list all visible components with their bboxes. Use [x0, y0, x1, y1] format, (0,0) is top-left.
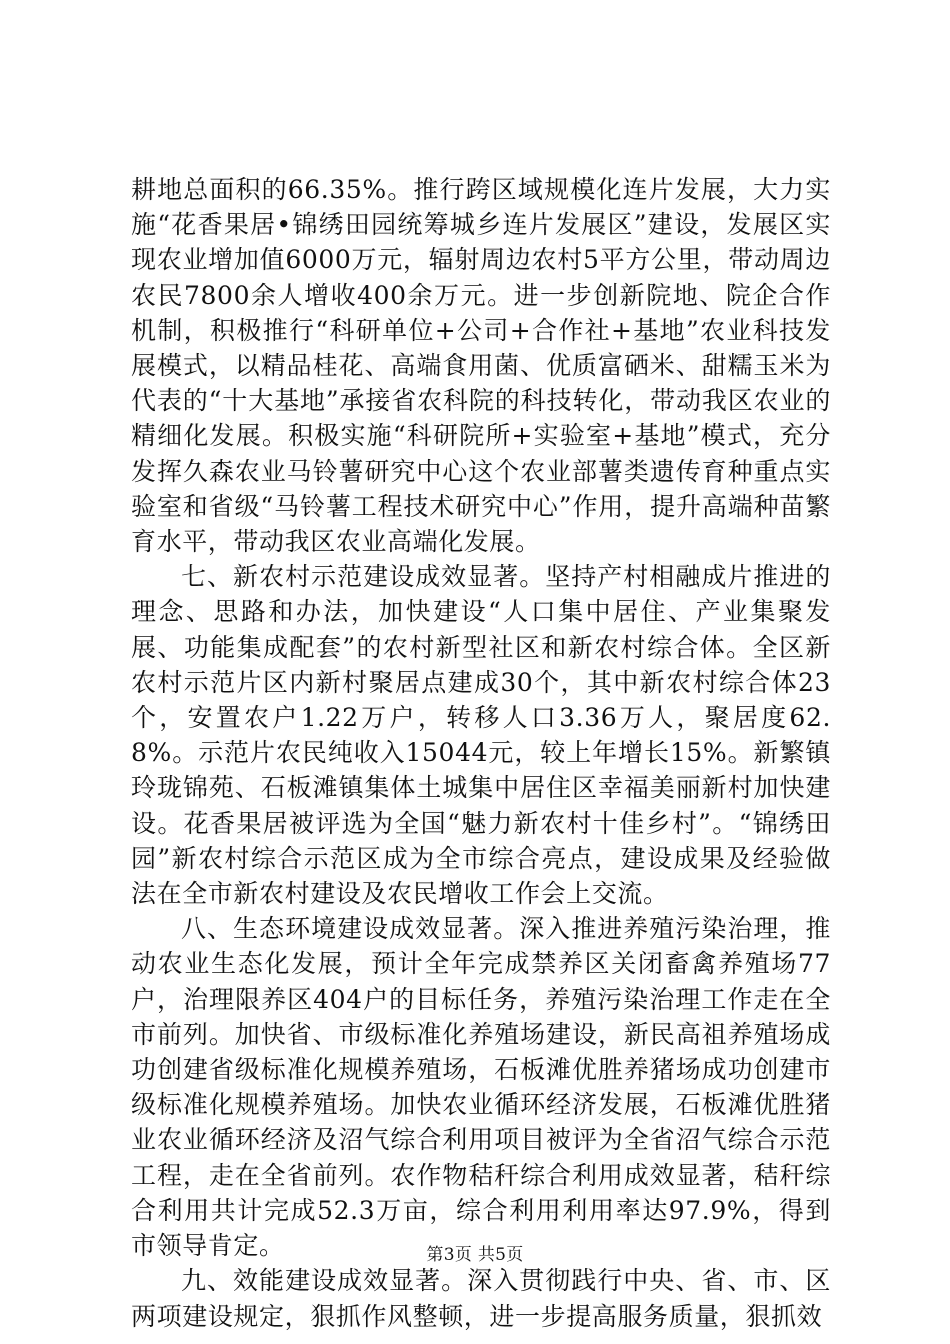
paragraph-continuation: 耕地总面积的66.35%。推行跨区域规模化连片发展，大力实施“花香果居•锦绣田园统筹城乡连片发展区”建设，发展区实现农业增加值6000万元，辐射周边农村5平方公里，带动周边农民7800余人增收400余万元。进一步创新院地、院企合作机制，积极推行“科研单位+公司+合作社+基地”农业科技发展模式，以精品桂花、高端食用菌、优质富硒米、甜糯玉米为代表的“十大基地”承接省农科院的科技转化，带动我区农业的精细化发展。积极实施“科研院所+实验室+基地”模式，充分发挥久森农业马铃薯研究中心这个农业部薯类遗传育种重点实验室和省级“马铃薯工程技术研究中心”作用，提升高端种苗繁育水平，带动我区农业高端化发展。 — [131, 175, 831, 557]
document-body — [131, 172, 831, 1334]
page-number-footer: 第3页 共5页 — [426, 1245, 524, 1265]
paragraph-section-7: 七、新农村示范建设成效显著。坚持产村相融成片推进的理念、思路和办法，加快建设“人口集中居住、产业集聚发展、功能集成配套”的农村新型社区和新农村综合体。全区新农村示范片区内新村聚居点建成30个，其中新农村综合体23个，安置农户1.22万户，转移人口3.36万人，聚居度62.8%。示范片农民纯收入15044元，较上年增长15%。新繁镇玲珑锦苑、石板滩镇集体土城集中居住区幸福美丽新村加快建设。花香果居被评选为全国“魅力新农村十佳乡村”。“锦绣田园”新农村综合示范区成为全市综合亮点，建设成果及经验做法在全市新农村建设及农民增收工作会上交流。 — [131, 562, 831, 909]
paragraph-section-9: 九、效能建设成效显著。深入贯彻践行中央、省、市、区两项建设规定，狠抓作风整顿，进一步提高服务质量，狠抓效 — [131, 1266, 831, 1331]
paragraph-section-8: 八、生态环境建设成效显著。深入推进养殖污染治理，推动农业生态化发展，预计全年完成禁养区关闭畜禽养殖场77户，治理限养区404户的目标任务，养殖污染治理工作走在全市前列。加快省、市级标准化养殖场建设，新民高祖养殖场成功创建省级标准化规模养殖场，石板滩优胜养猪场成功创建市级标准化规模养殖场。加快农业循环经济发展，石板滩优胜猪业农业循环经济及沼气综合利用项目被评为全省沼气综合示范工程，走在全省前列。农作物秸秆综合利用成效显著，秸秆综合利用共计完成52.3万亩，综合利用利用率达97.9%，得到市领导肯定。 — [131, 914, 831, 1261]
